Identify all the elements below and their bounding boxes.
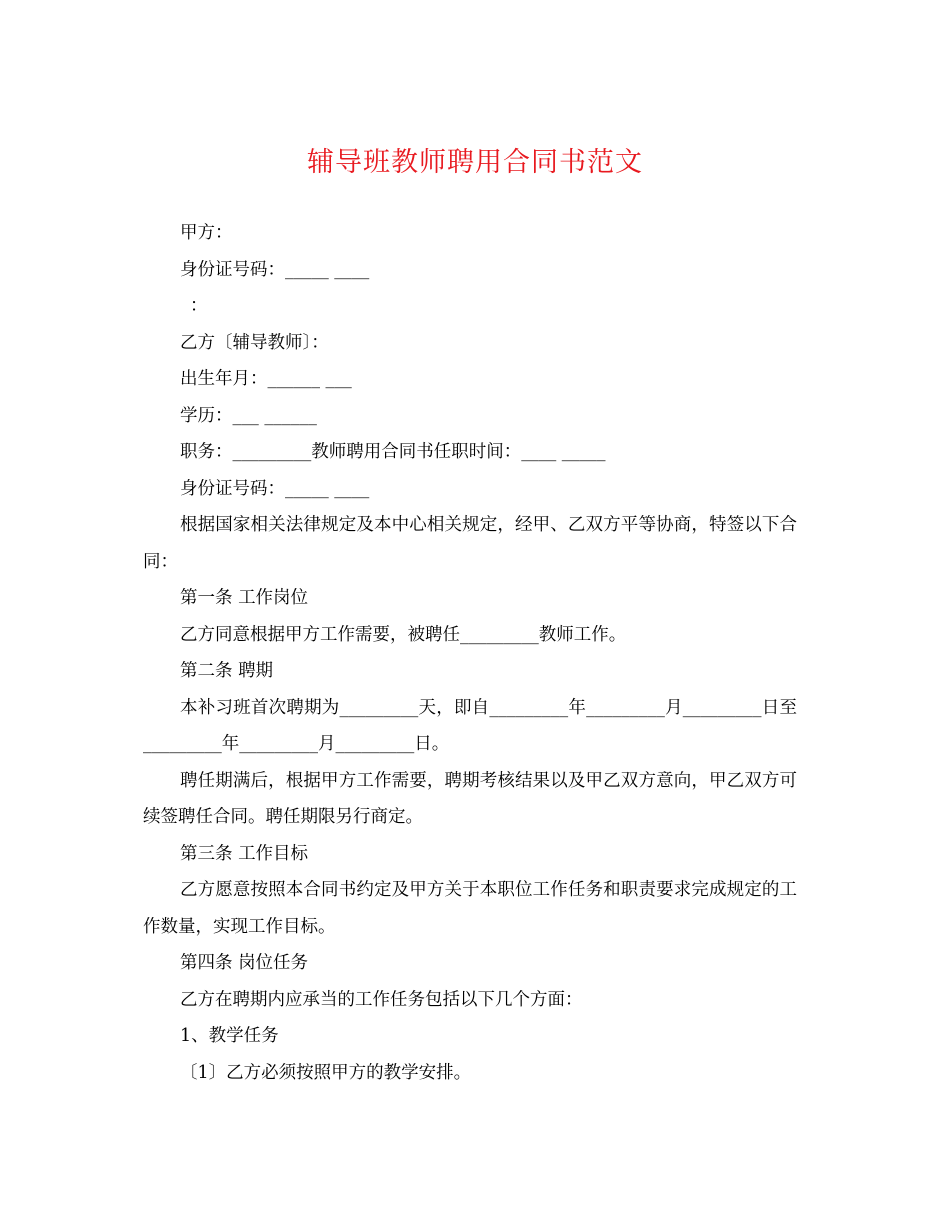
document-body [143,215,797,1091]
article-1-text: 乙方同意根据甲方工作需要，被聘任_________教师工作。 [180,624,627,645]
party-a-id-line: 身份证号码：_____ ____ [180,259,370,280]
birth-date-line: 出生年月：______ ___ [180,369,352,389]
party-b-id-line: 身份证号码：_____ ____ [180,478,370,499]
preamble-paragraph: 根据国家相关法律规定及本中心相关规定，经甲、乙双方平等协商，特签以下合同： [143,515,797,572]
position-line: 职务：_________教师聘用合同书任职时间：____ _____ [180,442,606,462]
teaching-task-heading: 1、教学任务 [180,1026,279,1046]
article-2-renewal-paragraph: 聘任期满后，根据甲方工作需要，聘期考核结果以及甲乙双方意向，甲乙双方可续签聘任合同。聘任期限另行商定。 [143,770,797,827]
article-2-term-paragraph: 本补习班首次聘期为_________天，即自_________年_________月_________日至_________年_________月_________日。 [143,697,797,754]
article-3-text: 乙方愿意按照本合同书约定及甲方关于本职位工作任务和职责要求完成规定的工作数量，实现工作目标。 [143,880,797,937]
article-4-heading: 第四条 岗位任务 [180,953,309,973]
article-4-intro: 乙方在聘期内应承当的工作任务包括以下几个方面： [180,989,583,1010]
education-line: 学历：___ ______ [180,405,317,426]
document-title: 辅导班教师聘用合同书范文 [307,147,643,178]
party-a-line: 甲方： [180,223,233,243]
blank-colon-line: ： [190,296,208,316]
article-3-heading: 第三条 工作目标 [180,843,309,864]
teaching-task-item-1: 〔1〕乙方必须按照甲方的教学安排。 [180,1062,472,1083]
party-b-line: 乙方〔辅导教师〕： [180,332,329,353]
article-1-heading: 第一条 工作岗位 [180,588,309,608]
article-2-heading: 第二条 聘期 [180,661,274,681]
